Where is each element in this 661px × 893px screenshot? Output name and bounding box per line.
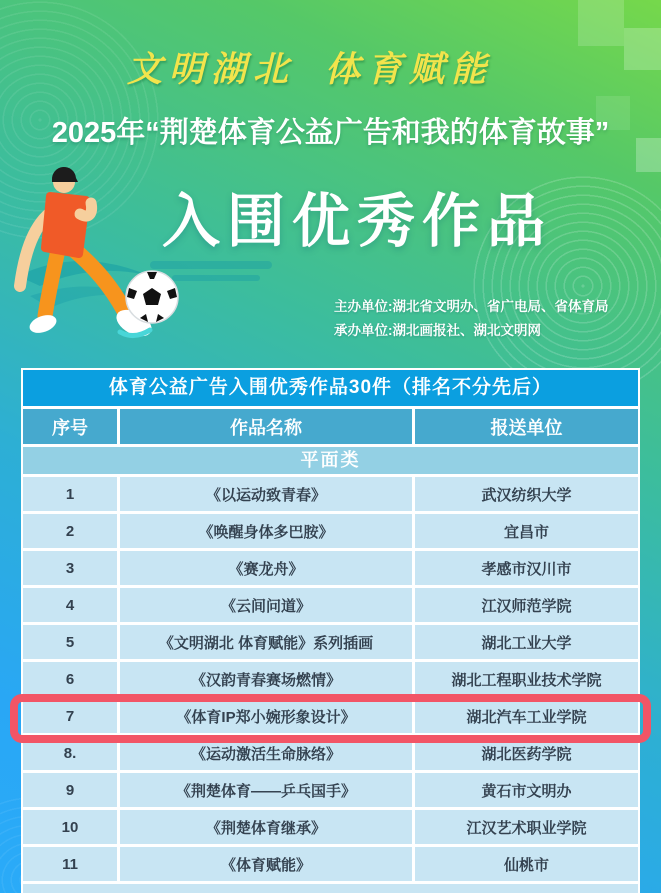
cell-no: 10: [23, 810, 120, 844]
table-rows: [23, 477, 638, 893]
organizer-line2: 承办单位:湖北画报社、湖北文明网: [334, 323, 541, 338]
headline-shortlist: 入围优秀作品: [161, 189, 552, 254]
section-row-graphic-category: 平面类: [23, 447, 638, 474]
table-title: 体育公益广告入围优秀作品30件（排名不分先后）: [23, 370, 638, 409]
highlight-box-row7: [10, 694, 651, 743]
cell-no: 3: [23, 551, 120, 585]
cell-org: 湖北医药学院: [415, 736, 638, 770]
cell-org: 湖北汽车工业学院: [415, 699, 638, 733]
cell-no: 11: [23, 847, 120, 881]
cell-org: 宜昌市: [415, 514, 638, 548]
runner-cap: [52, 167, 78, 182]
pixel-square-decoration: [578, 0, 624, 46]
cell-org: 黄石市文明办: [415, 773, 638, 807]
cell-org: 孝感市汉川市: [415, 551, 638, 585]
cell-no: 5: [23, 625, 120, 659]
slogan-part1: 文明湖北: [126, 49, 295, 90]
cell-work-name: 《荆楚体育继承》: [120, 810, 415, 844]
runner-illustration: [0, 158, 195, 363]
cell-no: 1: [23, 477, 120, 511]
cell-org: 仙桃市: [415, 847, 638, 881]
cell-work-name: 《唤醒身体多巴胺》: [120, 514, 415, 548]
slogan-part2: 体育赋能: [325, 49, 494, 90]
table-header-row: [23, 409, 638, 447]
cell-no: 9: [23, 773, 120, 807]
soccer-ball-icon: [126, 271, 178, 323]
table-row: [23, 625, 638, 659]
cell-no: 6: [23, 662, 120, 696]
pixel-square-decoration: [624, 28, 661, 70]
column-header-org: 报送单位: [490, 417, 563, 438]
event-title: 2025年“荆楚体育公益广告和我的体育故事”: [51, 117, 610, 149]
column-header-work: 作品名称: [120, 409, 415, 444]
table-row: [23, 662, 638, 696]
table-row: [23, 773, 638, 807]
cell-work-name: 《赛龙舟》: [120, 551, 415, 585]
table-row: [23, 551, 638, 585]
cell-work-name: 《运动激活生命脉络》: [120, 736, 415, 770]
table-row: [23, 477, 638, 511]
column-header-no: 序号: [23, 409, 120, 444]
cell-work-name: 《汉韵青春赛场燃情》: [120, 662, 415, 696]
cell-work-name: 《体育IP郑小婉形象设计》: [120, 699, 415, 733]
table-row: [23, 588, 638, 622]
cell-work-name: 《云间问道》: [120, 588, 415, 622]
cell-org: 湖北工业大学: [415, 625, 638, 659]
table-row: [23, 810, 638, 844]
cell-no: 2: [23, 514, 120, 548]
cell-work-name: 《荆楚体育——乒乓国手》: [120, 773, 415, 807]
runner-shirt: [45, 196, 86, 254]
cell-no: 8.: [23, 736, 120, 770]
cell-org: 江汉艺术职业学院: [415, 810, 638, 844]
cell-work-name: 《以运动致青春》: [120, 477, 415, 511]
cell-work-name: 《文明湖北 体育赋能》系列插画: [120, 625, 415, 659]
organizer-line1: 主办单位:湖北省文明办、省广电局、省体育局: [334, 299, 609, 314]
table-row: [23, 847, 638, 881]
runner-leg: [45, 250, 58, 316]
award-table: [21, 368, 640, 893]
organizers: [334, 295, 609, 343]
cell-work-name: 《体育赋能》: [120, 847, 415, 881]
calligraphy-slogan: [0, 42, 620, 92]
cell-org: 江汉师范学院: [415, 588, 638, 622]
cell-no: 7: [23, 699, 120, 733]
cell-no: 4: [23, 588, 120, 622]
cell-org: 湖北工程职业技术学院: [415, 662, 638, 696]
cell-org: 武汉纺织大学: [415, 477, 638, 511]
table-row: [23, 514, 638, 548]
